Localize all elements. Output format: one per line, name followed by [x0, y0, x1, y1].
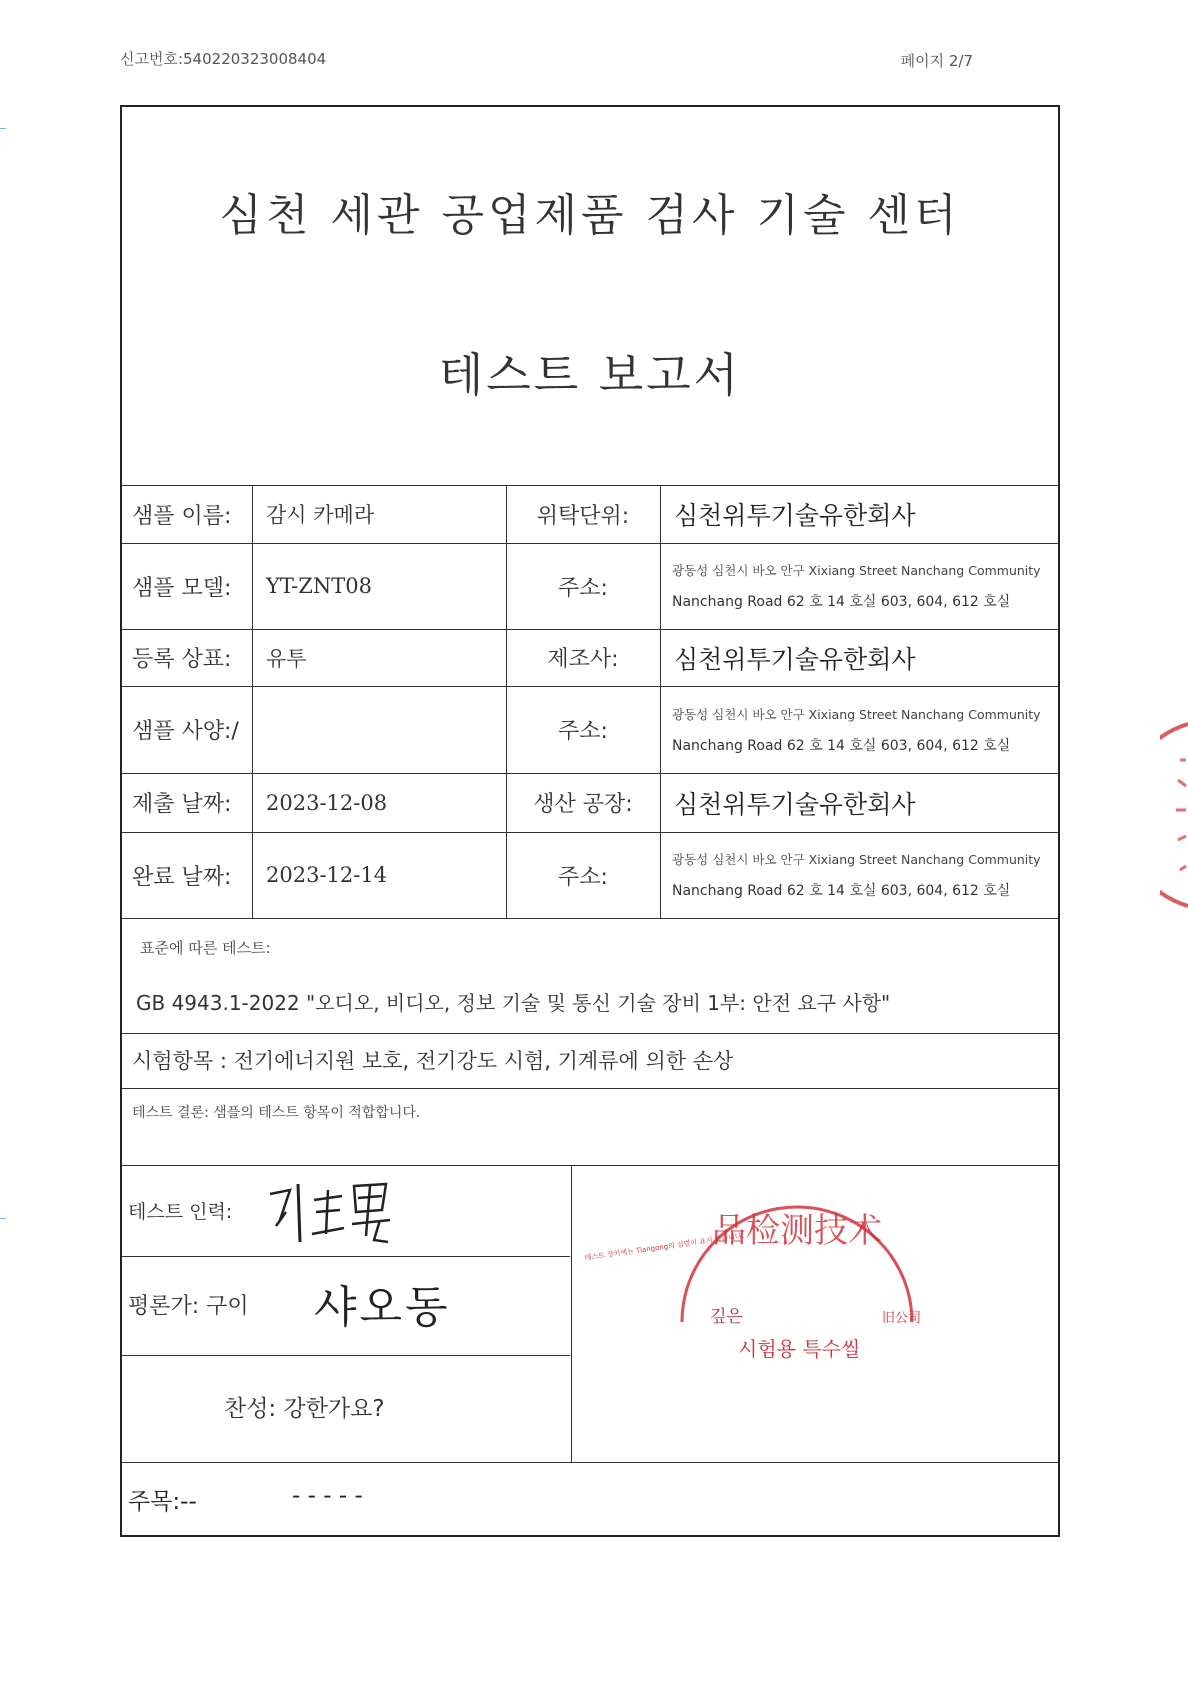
page-indicator: 페이지 2/7	[900, 52, 973, 70]
rule	[122, 1355, 570, 1356]
label-sample-model: 샘플 모델:	[132, 575, 232, 601]
margin-mark	[0, 1218, 6, 1219]
standard-text: GB 4943.1-2022 "오디오, 비디오, 정보 기술 및 통신 기술 장비 1부: 안전 요구 사항"	[136, 991, 891, 1015]
address-line-1: 광동성 심천시 바오 안구 Xixiang Street Nanchang Community	[672, 706, 1041, 722]
label-trademark: 등록 상표:	[132, 647, 232, 672]
report-title: 테스트 보고서	[438, 348, 742, 402]
approval-text: 찬성: 강한가요?	[224, 1396, 385, 1422]
rule	[122, 918, 1058, 919]
tester-label: 테스트 인력:	[128, 1201, 233, 1223]
label-manufacturer-address: 주소:	[558, 719, 608, 744]
value-sample-name: 감시 카메라	[266, 503, 375, 527]
report-frame	[120, 105, 1060, 1537]
seal-chars: 品检测技术	[712, 1211, 882, 1251]
value-manufacturer-address	[660, 686, 1060, 773]
rule	[122, 1165, 1058, 1166]
label-client: 위탁단위:	[536, 503, 630, 529]
label-sample-name: 샘플 이름:	[132, 503, 232, 529]
seal-small-text: 테스트 장치에는 Tiangong의 심벌이 표시 있습니다.	[584, 1231, 745, 1263]
notes-label: 주목:--	[128, 1489, 197, 1515]
center-name: 심천 세관 공업제품 검사 기술 센터	[219, 190, 961, 241]
address-line-2: Nanchang Road 62 호 14 호실 603, 604, 612 호실	[672, 737, 1011, 754]
label-submit-date: 제출 날짜:	[132, 792, 232, 817]
value-submit-date: 2023-12-08	[266, 790, 388, 815]
label-client-address: 주소:	[558, 575, 608, 601]
reviewer-name: 샤오동	[314, 1282, 451, 1333]
label-sample-spec: 샘플 사양:/	[132, 719, 239, 744]
label-complete-date: 완료 날짜:	[132, 864, 232, 890]
address-line-1: 광동성 심천시 바오 안구 Xixiang Street Nanchang Community	[672, 563, 1041, 578]
rule	[122, 1033, 1058, 1034]
notes-dashes: - - - - -	[292, 1483, 363, 1509]
rule	[122, 1256, 570, 1257]
address-line-1: 광동성 심천시 바오 안구 Xixiang Street Nanchang Community	[672, 852, 1041, 867]
edge-seal	[1160, 720, 1188, 910]
label-factory: 생산 공장:	[533, 792, 633, 817]
label-factory-address: 주소:	[558, 864, 608, 890]
value-sample-spec	[252, 686, 506, 773]
rule	[122, 1088, 1058, 1089]
reviewer-label: 평론가: 구이	[128, 1294, 249, 1319]
rule	[122, 1462, 1058, 1463]
value-trademark: 유투	[266, 646, 307, 671]
address-line-2: Nanchang Road 62 호 14 호실 603, 604, 612 호실	[672, 594, 1011, 610]
seal-caption: 시험용 특수씰	[738, 1337, 861, 1361]
value-client-address	[660, 543, 1060, 629]
rule	[571, 1165, 572, 1462]
value-client: 심천위투기술유한회사	[674, 501, 916, 530]
seal-deep-label: 깊은	[710, 1307, 743, 1327]
tester-signature	[262, 1172, 402, 1252]
address-line-2: Nanchang Road 62 호 14 호실 603, 604, 612 호실	[672, 883, 1011, 899]
value-complete-date: 2023-12-14	[266, 863, 388, 887]
seal-bottom: 旧公司	[882, 1311, 922, 1326]
margin-mark	[0, 128, 6, 129]
value-factory: 심천위투기술유한회사	[674, 789, 916, 819]
report-number: 신고번호:540220323008404	[120, 50, 327, 68]
value-manufacturer: 심천위투기술유한회사	[674, 644, 916, 674]
inspection-seal	[642, 1172, 942, 1352]
test-conclusion: 테스트 결론: 샘플의 테스트 항목이 적합합니다.	[132, 1105, 421, 1121]
label-manufacturer: 제조사:	[547, 647, 619, 672]
value-factory-address	[660, 832, 1060, 918]
test-items: 시험항목 : 전기에너지원 보호, 전기강도 시험, 기계류에 의한 손상	[132, 1049, 734, 1073]
standard-label: 표준에 따른 테스트:	[140, 939, 271, 957]
value-sample-model: YT-ZNT08	[266, 574, 372, 598]
